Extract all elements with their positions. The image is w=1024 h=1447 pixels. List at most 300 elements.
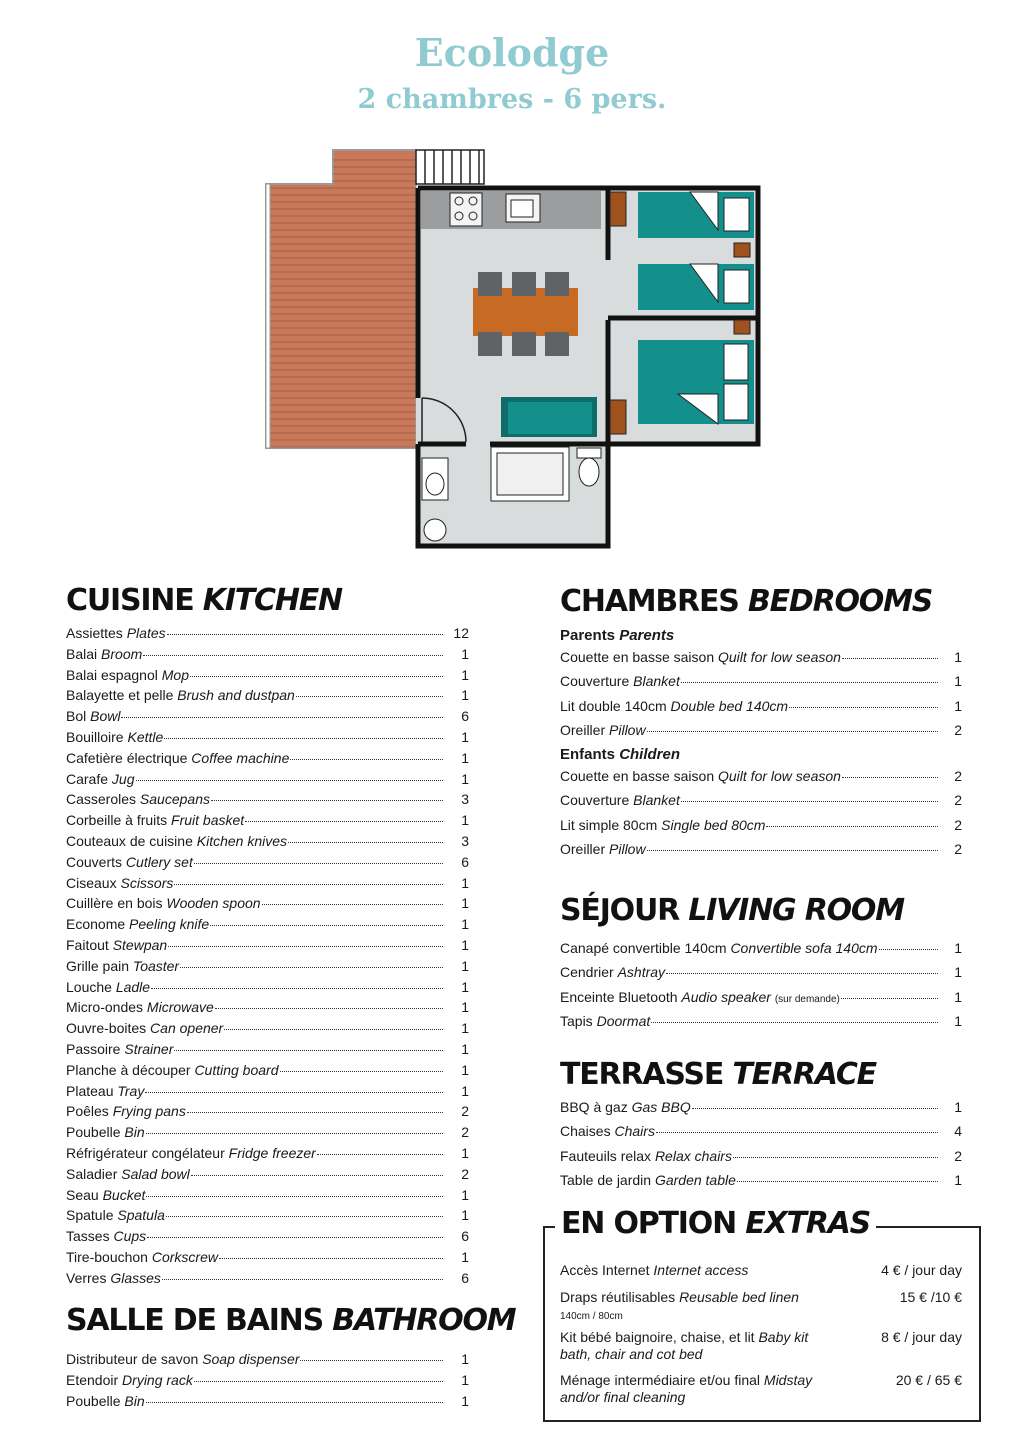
- item-label: [66, 1207, 165, 1223]
- item-name-en: Corkscrew: [151, 1248, 218, 1265]
- extras-name-en: Midstay and/or final cleaning: [560, 1372, 813, 1405]
- leader-dots: [300, 1360, 443, 1361]
- list-item: [66, 833, 469, 854]
- item-name-en: Frying pans: [112, 1103, 186, 1120]
- item-name-fr: Grille pain: [66, 957, 130, 974]
- item-name-en: Relax chairs: [654, 1147, 732, 1164]
- item-label: [66, 1041, 173, 1057]
- extras-name-fr: Draps réutilisables: [560, 1289, 676, 1305]
- item-name-en: Saucepans: [139, 791, 210, 808]
- item-name-en: Cups: [113, 1228, 147, 1245]
- item-label: [560, 768, 841, 784]
- leader-dots: [168, 946, 443, 947]
- leader-dots: [166, 1216, 443, 1217]
- item-label: [66, 667, 189, 683]
- item-name-fr: Couverture: [560, 673, 630, 690]
- item-quantity: 1: [954, 964, 962, 981]
- list-item: [66, 854, 469, 875]
- list-item: [560, 841, 962, 865]
- item-name-fr: Etendoir: [66, 1371, 119, 1388]
- leader-dots: [121, 717, 443, 718]
- item-name-fr: Bouilloire: [66, 728, 124, 745]
- item-quantity: 1: [461, 770, 469, 787]
- item-name-en: Garden table: [654, 1171, 736, 1188]
- item-quantity: 1: [954, 940, 962, 956]
- list-item: [560, 768, 962, 792]
- group-name-en: Parents: [619, 627, 675, 644]
- list-item: [560, 964, 962, 988]
- item-quantity: 2: [954, 816, 962, 833]
- item-label: [66, 1373, 193, 1387]
- leader-dots: [151, 988, 443, 989]
- item-name-en: Salad bowl: [121, 1165, 190, 1182]
- item-label: [66, 833, 287, 849]
- extras-name-en: Baby kit bath, chair and cot bed: [560, 1329, 809, 1362]
- list-item: [66, 1166, 469, 1187]
- item-name-fr: Plateau: [66, 1082, 114, 1099]
- item-name-en: Strainer: [124, 1040, 174, 1057]
- list-item: [66, 937, 469, 958]
- list-item: [560, 1173, 962, 1197]
- leader-dots: [146, 1402, 443, 1403]
- item-name-fr: Tapis: [560, 1012, 593, 1029]
- bathroom-list: [66, 1352, 469, 1414]
- list-item: [66, 958, 469, 979]
- list-item: [66, 791, 469, 812]
- item-quantity: 6: [461, 1228, 469, 1245]
- item-quantity: 2: [461, 1103, 469, 1120]
- leader-dots: [317, 1154, 443, 1155]
- item-name-fr: Lit double 140cm: [560, 697, 667, 714]
- leader-dots: [167, 634, 443, 635]
- kitchen-section: [66, 583, 469, 1291]
- item-name-en: Ladle: [115, 978, 151, 995]
- item-label: [66, 646, 142, 662]
- list-item: [66, 1228, 469, 1249]
- item-quantity: 6: [461, 1269, 469, 1286]
- item-name-fr: Seau: [66, 1186, 99, 1203]
- extras-name-fr: Accès Internet: [560, 1262, 650, 1278]
- floor-plan: [262, 148, 764, 554]
- item-name-en: Doormat: [596, 1012, 651, 1029]
- list-item: [66, 1352, 469, 1373]
- item-name-en: Gas BBQ: [631, 1099, 691, 1115]
- item-name-en: Double bed 140cm: [670, 697, 789, 714]
- leader-dots: [692, 1108, 938, 1109]
- item-label: [66, 1145, 316, 1161]
- leader-dots: [194, 863, 443, 864]
- list-item: [560, 940, 962, 964]
- list-item: [66, 1062, 469, 1083]
- item-name-fr: Couverts: [66, 853, 123, 870]
- item-name-en: Tray: [117, 1082, 145, 1099]
- item-name-en: Pillow: [609, 841, 646, 858]
- item-quantity: 2: [461, 1165, 469, 1182]
- item-name-en: Quilt for low season: [718, 768, 841, 785]
- list-item: [66, 1249, 469, 1270]
- item-name-fr: Cendrier: [560, 964, 614, 981]
- item-label: [560, 1173, 736, 1187]
- leader-dots: [296, 696, 443, 697]
- leader-dots: [647, 850, 938, 851]
- item-name-fr: Balai espagnol: [66, 666, 158, 683]
- item-quantity: 1: [461, 1020, 469, 1037]
- item-label: [560, 1149, 732, 1163]
- item-label: [560, 841, 646, 857]
- item-name-en: Ashtray: [617, 964, 666, 981]
- item-name-en: Bucket: [102, 1186, 146, 1203]
- list-item: [66, 1373, 469, 1394]
- item-label: [560, 1100, 691, 1114]
- item-quantity: 6: [461, 708, 469, 725]
- item-name-fr: Poubelle: [66, 1392, 121, 1409]
- item-quantity: 1: [461, 812, 469, 829]
- leader-dots: [879, 949, 938, 950]
- list-item: [66, 1083, 469, 1104]
- item-name-en: Blanket: [633, 792, 680, 809]
- item-quantity: 1: [954, 988, 962, 1005]
- item-label: [66, 958, 179, 974]
- item-quantity: 1: [461, 1040, 469, 1057]
- item-name-fr: Ciseaux: [66, 874, 117, 891]
- item-name-en: Glasses: [110, 1269, 161, 1286]
- list-item: [66, 1270, 469, 1291]
- list-item: [66, 1207, 469, 1228]
- item-quantity: 1: [461, 728, 469, 745]
- list-item: [560, 673, 962, 697]
- item-quantity: 1: [954, 697, 962, 714]
- item-name-en: Spatula: [117, 1207, 165, 1224]
- leader-dots: [215, 1008, 443, 1009]
- extras-label: [560, 1329, 840, 1363]
- item-name-en: Audio speaker: [681, 988, 771, 1005]
- bedroom-group-heading: [560, 746, 962, 763]
- item-name-fr: Couette en basse saison: [560, 768, 715, 785]
- leader-dots: [145, 1092, 443, 1093]
- item-name-fr: Casseroles: [66, 791, 137, 808]
- item-label: [66, 854, 193, 870]
- item-name-en: Can opener: [150, 1020, 224, 1037]
- item-note: (sur demande): [774, 993, 840, 1005]
- item-label: [66, 771, 135, 787]
- item-name-fr: Faitout: [66, 936, 109, 953]
- item-label: [560, 792, 680, 808]
- list-item: [560, 649, 962, 673]
- extras-name-en: Reusable bed linen: [679, 1289, 799, 1305]
- list-item: [66, 875, 469, 896]
- item-label: [66, 1394, 145, 1408]
- item-name-fr: Enceinte Bluetooth: [560, 988, 678, 1005]
- leader-dots: [656, 1132, 938, 1133]
- item-name-en: Bin: [124, 1392, 145, 1409]
- item-name-fr: Tasses: [66, 1228, 110, 1245]
- extras-name-fr: Kit bébé baignoire, chaise, et lit: [560, 1329, 755, 1345]
- list-item: [560, 792, 962, 816]
- item-name-fr: Chaises: [560, 1123, 611, 1140]
- item-name-fr: Econome: [66, 916, 126, 933]
- group-name-fr: Parents: [560, 627, 616, 644]
- item-name-fr: Assiettes: [66, 625, 123, 641]
- extras-label: [560, 1262, 840, 1279]
- item-name-fr: Planche à découper: [66, 1061, 191, 1078]
- item-quantity: 1: [461, 978, 469, 995]
- item-quantity: 1: [461, 749, 469, 766]
- leader-dots: [766, 826, 938, 827]
- extras-price: 20 € / 65 €: [895, 1372, 962, 1388]
- list-item: [66, 812, 469, 833]
- leader-dots: [146, 1133, 443, 1134]
- leader-dots: [164, 738, 443, 739]
- item-quantity: 2: [954, 1147, 962, 1164]
- item-name-fr: Canapé convertible 140cm: [560, 940, 727, 956]
- list-item: [66, 1124, 469, 1145]
- leader-dots: [224, 1029, 443, 1030]
- item-quantity: 3: [461, 791, 469, 808]
- leader-dots: [210, 925, 443, 926]
- extras-name-en: Internet access: [653, 1262, 749, 1278]
- bathroom-section: [66, 1303, 516, 1414]
- leader-dots: [280, 1071, 444, 1072]
- item-quantity: 1: [461, 895, 469, 912]
- terrace-list: [560, 1100, 962, 1197]
- leader-dots: [180, 967, 443, 968]
- item-name-en: Quilt for low season: [718, 649, 841, 665]
- item-name-en: Toaster: [132, 957, 180, 974]
- item-name-en: Fridge freezer: [228, 1144, 316, 1161]
- item-name-en: Kettle: [127, 728, 164, 745]
- item-quantity: 1: [461, 1082, 469, 1099]
- item-name-fr: Saladier: [66, 1165, 118, 1182]
- living-heading: SÉJOUR LIVING ROOM: [560, 893, 904, 928]
- leader-dots: [190, 676, 443, 677]
- list-item: [560, 698, 962, 722]
- leader-dots: [651, 1022, 938, 1023]
- item-name-fr: Poubelle: [66, 1124, 121, 1141]
- item-label: [66, 937, 167, 953]
- item-name-en: Blanket: [633, 673, 680, 690]
- leader-dots: [136, 780, 444, 781]
- item-name-en: Jug: [111, 770, 135, 787]
- entry-steps: [416, 150, 484, 184]
- living-section: [560, 893, 962, 1037]
- item-label: [560, 1013, 650, 1029]
- item-quantity: 1: [461, 874, 469, 891]
- item-name-en: Plates: [126, 625, 166, 641]
- bathroom-heading: SALLE DE BAINS BATHROOM: [66, 1303, 516, 1338]
- leader-dots: [262, 904, 443, 905]
- item-name-en: Scissors: [120, 874, 174, 891]
- list-item: [66, 999, 469, 1020]
- item-label: [560, 1124, 655, 1138]
- list-item: [560, 1100, 962, 1124]
- item-name-fr: Micro-ondes: [66, 999, 144, 1016]
- item-label: [66, 1352, 299, 1366]
- item-name-fr: Lit simple 80cm: [560, 816, 658, 833]
- item-quantity: 12: [453, 625, 469, 641]
- group-name-en: Children: [619, 746, 681, 764]
- list-item: [66, 1187, 469, 1208]
- item-label: [66, 1083, 144, 1099]
- item-quantity: 1: [954, 1171, 962, 1188]
- leader-dots: [174, 884, 443, 885]
- item-name-fr: Ouvre-boites: [66, 1020, 147, 1037]
- leader-dots: [219, 1258, 443, 1259]
- list-item: [66, 979, 469, 1000]
- extras-name-fr: Ménage intermédiaire et/ou final: [560, 1372, 761, 1388]
- item-name-en: Stewpan: [112, 936, 168, 953]
- item-label: [66, 1103, 186, 1119]
- item-name-fr: Cafetière électrique: [66, 749, 188, 766]
- item-quantity: 1: [461, 999, 469, 1016]
- item-label: [560, 989, 840, 1005]
- item-name-en: Soap dispenser: [202, 1351, 300, 1367]
- list-item: [66, 1145, 469, 1166]
- extras-heading: EN OPTION EXTRAS: [555, 1206, 876, 1241]
- terrace-deck: [266, 150, 416, 448]
- list-item: [66, 895, 469, 916]
- bedroom-group-list: [560, 768, 962, 865]
- item-label: [66, 979, 150, 995]
- leader-dots: [147, 1237, 443, 1238]
- item-quantity: 1: [954, 1099, 962, 1115]
- item-label: [66, 916, 209, 932]
- item-name-en: Kitchen knives: [196, 832, 288, 849]
- item-name-fr: Oreiller: [560, 721, 606, 738]
- item-name-fr: Distributeur de savon: [66, 1351, 199, 1367]
- item-label: [66, 1124, 145, 1140]
- item-name-fr: Carafe: [66, 770, 109, 787]
- item-quantity: 1: [461, 1392, 469, 1409]
- item-name-en: Mop: [161, 666, 189, 683]
- bedroom-group-heading: [560, 627, 962, 644]
- item-label: [66, 750, 289, 766]
- item-quantity: 1: [954, 649, 962, 665]
- list-item: [66, 1041, 469, 1062]
- list-item: [66, 1103, 469, 1124]
- list-item: [560, 1149, 962, 1173]
- item-name-fr: Tire-bouchon: [66, 1248, 148, 1265]
- list-item: [560, 1124, 962, 1148]
- item-quantity: 2: [954, 721, 962, 738]
- item-name-en: Single bed 80cm: [661, 816, 766, 833]
- list-item: [66, 1394, 469, 1415]
- item-quantity: 2: [954, 792, 962, 809]
- item-label: [66, 729, 163, 745]
- leader-dots: [245, 821, 443, 822]
- leader-dots: [842, 777, 938, 778]
- item-name-en: Fruit basket: [171, 812, 245, 829]
- item-quantity: 1: [954, 673, 962, 690]
- list-item: [66, 916, 469, 937]
- item-label: [560, 940, 878, 956]
- item-name-fr: Balai: [66, 645, 98, 662]
- item-quantity: 6: [461, 853, 469, 870]
- item-name-en: Drying rack: [122, 1371, 193, 1388]
- leader-dots: [143, 655, 443, 656]
- item-name-en: Coffee machine: [191, 749, 290, 766]
- item-label: [66, 687, 295, 703]
- item-name-en: Pillow: [609, 721, 646, 738]
- item-quantity: 1: [461, 1351, 469, 1367]
- item-quantity: 1: [461, 957, 469, 974]
- item-name-fr: Verres: [66, 1269, 107, 1286]
- extras-price: 4 € / jour day: [881, 1262, 962, 1278]
- bedrooms-heading: CHAMBRES BEDROOMS: [560, 584, 933, 619]
- item-quantity: 1: [461, 936, 469, 953]
- item-name-en: Wooden spoon: [166, 895, 261, 912]
- list-item: [560, 817, 962, 841]
- item-label: [560, 698, 788, 714]
- list-item: [66, 667, 469, 688]
- living-list: [560, 940, 962, 1037]
- item-quantity: 1: [461, 1144, 469, 1161]
- item-name-en: Convertible sofa 140cm: [730, 940, 878, 956]
- item-quantity: 1: [954, 1012, 962, 1029]
- kitchen-list: [66, 625, 469, 1291]
- item-quantity: 2: [954, 841, 962, 858]
- leader-dots: [162, 1279, 443, 1280]
- item-name-fr: Poêles: [66, 1103, 109, 1120]
- item-label: [66, 1187, 145, 1203]
- item-name-en: Peeling knife: [129, 916, 210, 933]
- item-name-en: Bin: [124, 1124, 145, 1141]
- item-name-en: Microwave: [146, 999, 214, 1016]
- item-name-fr: Fauteuils relax: [560, 1147, 652, 1164]
- list-item: [560, 989, 962, 1013]
- item-label: [66, 708, 120, 724]
- list-item: [66, 625, 469, 646]
- item-label: [560, 649, 841, 665]
- item-name-fr: Réfrigérateur congélateur: [66, 1144, 225, 1161]
- leader-dots: [191, 1175, 443, 1176]
- item-quantity: 1: [461, 1061, 469, 1078]
- item-quantity: 1: [461, 916, 469, 933]
- leader-dots: [842, 658, 938, 659]
- item-name-en: Chairs: [614, 1123, 655, 1140]
- item-name-fr: Bol: [66, 708, 87, 725]
- item-name-fr: Balayette et pelle: [66, 687, 174, 704]
- leader-dots: [789, 707, 938, 708]
- item-name-fr: Spatule: [66, 1207, 114, 1224]
- terrace-heading: TERRASSE TERRACE: [560, 1057, 876, 1092]
- item-quantity: 4: [954, 1123, 962, 1140]
- terrace-section: [560, 1057, 962, 1197]
- leader-dots: [666, 973, 938, 974]
- item-label: [66, 1270, 161, 1286]
- item-quantity: 1: [461, 687, 469, 704]
- item-name-en: Broom: [101, 645, 143, 662]
- item-name-fr: Louche: [66, 978, 112, 995]
- list-item: [66, 1020, 469, 1041]
- leader-dots: [187, 1112, 443, 1113]
- item-quantity: 2: [954, 768, 962, 785]
- item-label: [66, 812, 244, 828]
- beds: [638, 192, 754, 424]
- extras-label: [560, 1289, 840, 1325]
- item-quantity: 2: [461, 1124, 469, 1141]
- item-name-fr: Couteaux de cuisine: [66, 832, 193, 849]
- item-quantity: 1: [461, 1371, 469, 1388]
- item-label: [560, 964, 665, 980]
- item-label: [66, 1062, 279, 1078]
- item-name-fr: Table de jardin: [560, 1171, 652, 1188]
- item-name-fr: Couette en basse saison: [560, 649, 715, 665]
- leader-dots: [647, 731, 938, 732]
- item-name-fr: Couverture: [560, 792, 630, 809]
- list-item: [560, 722, 962, 746]
- list-item: [66, 708, 469, 729]
- bedrooms-groups: [560, 627, 962, 865]
